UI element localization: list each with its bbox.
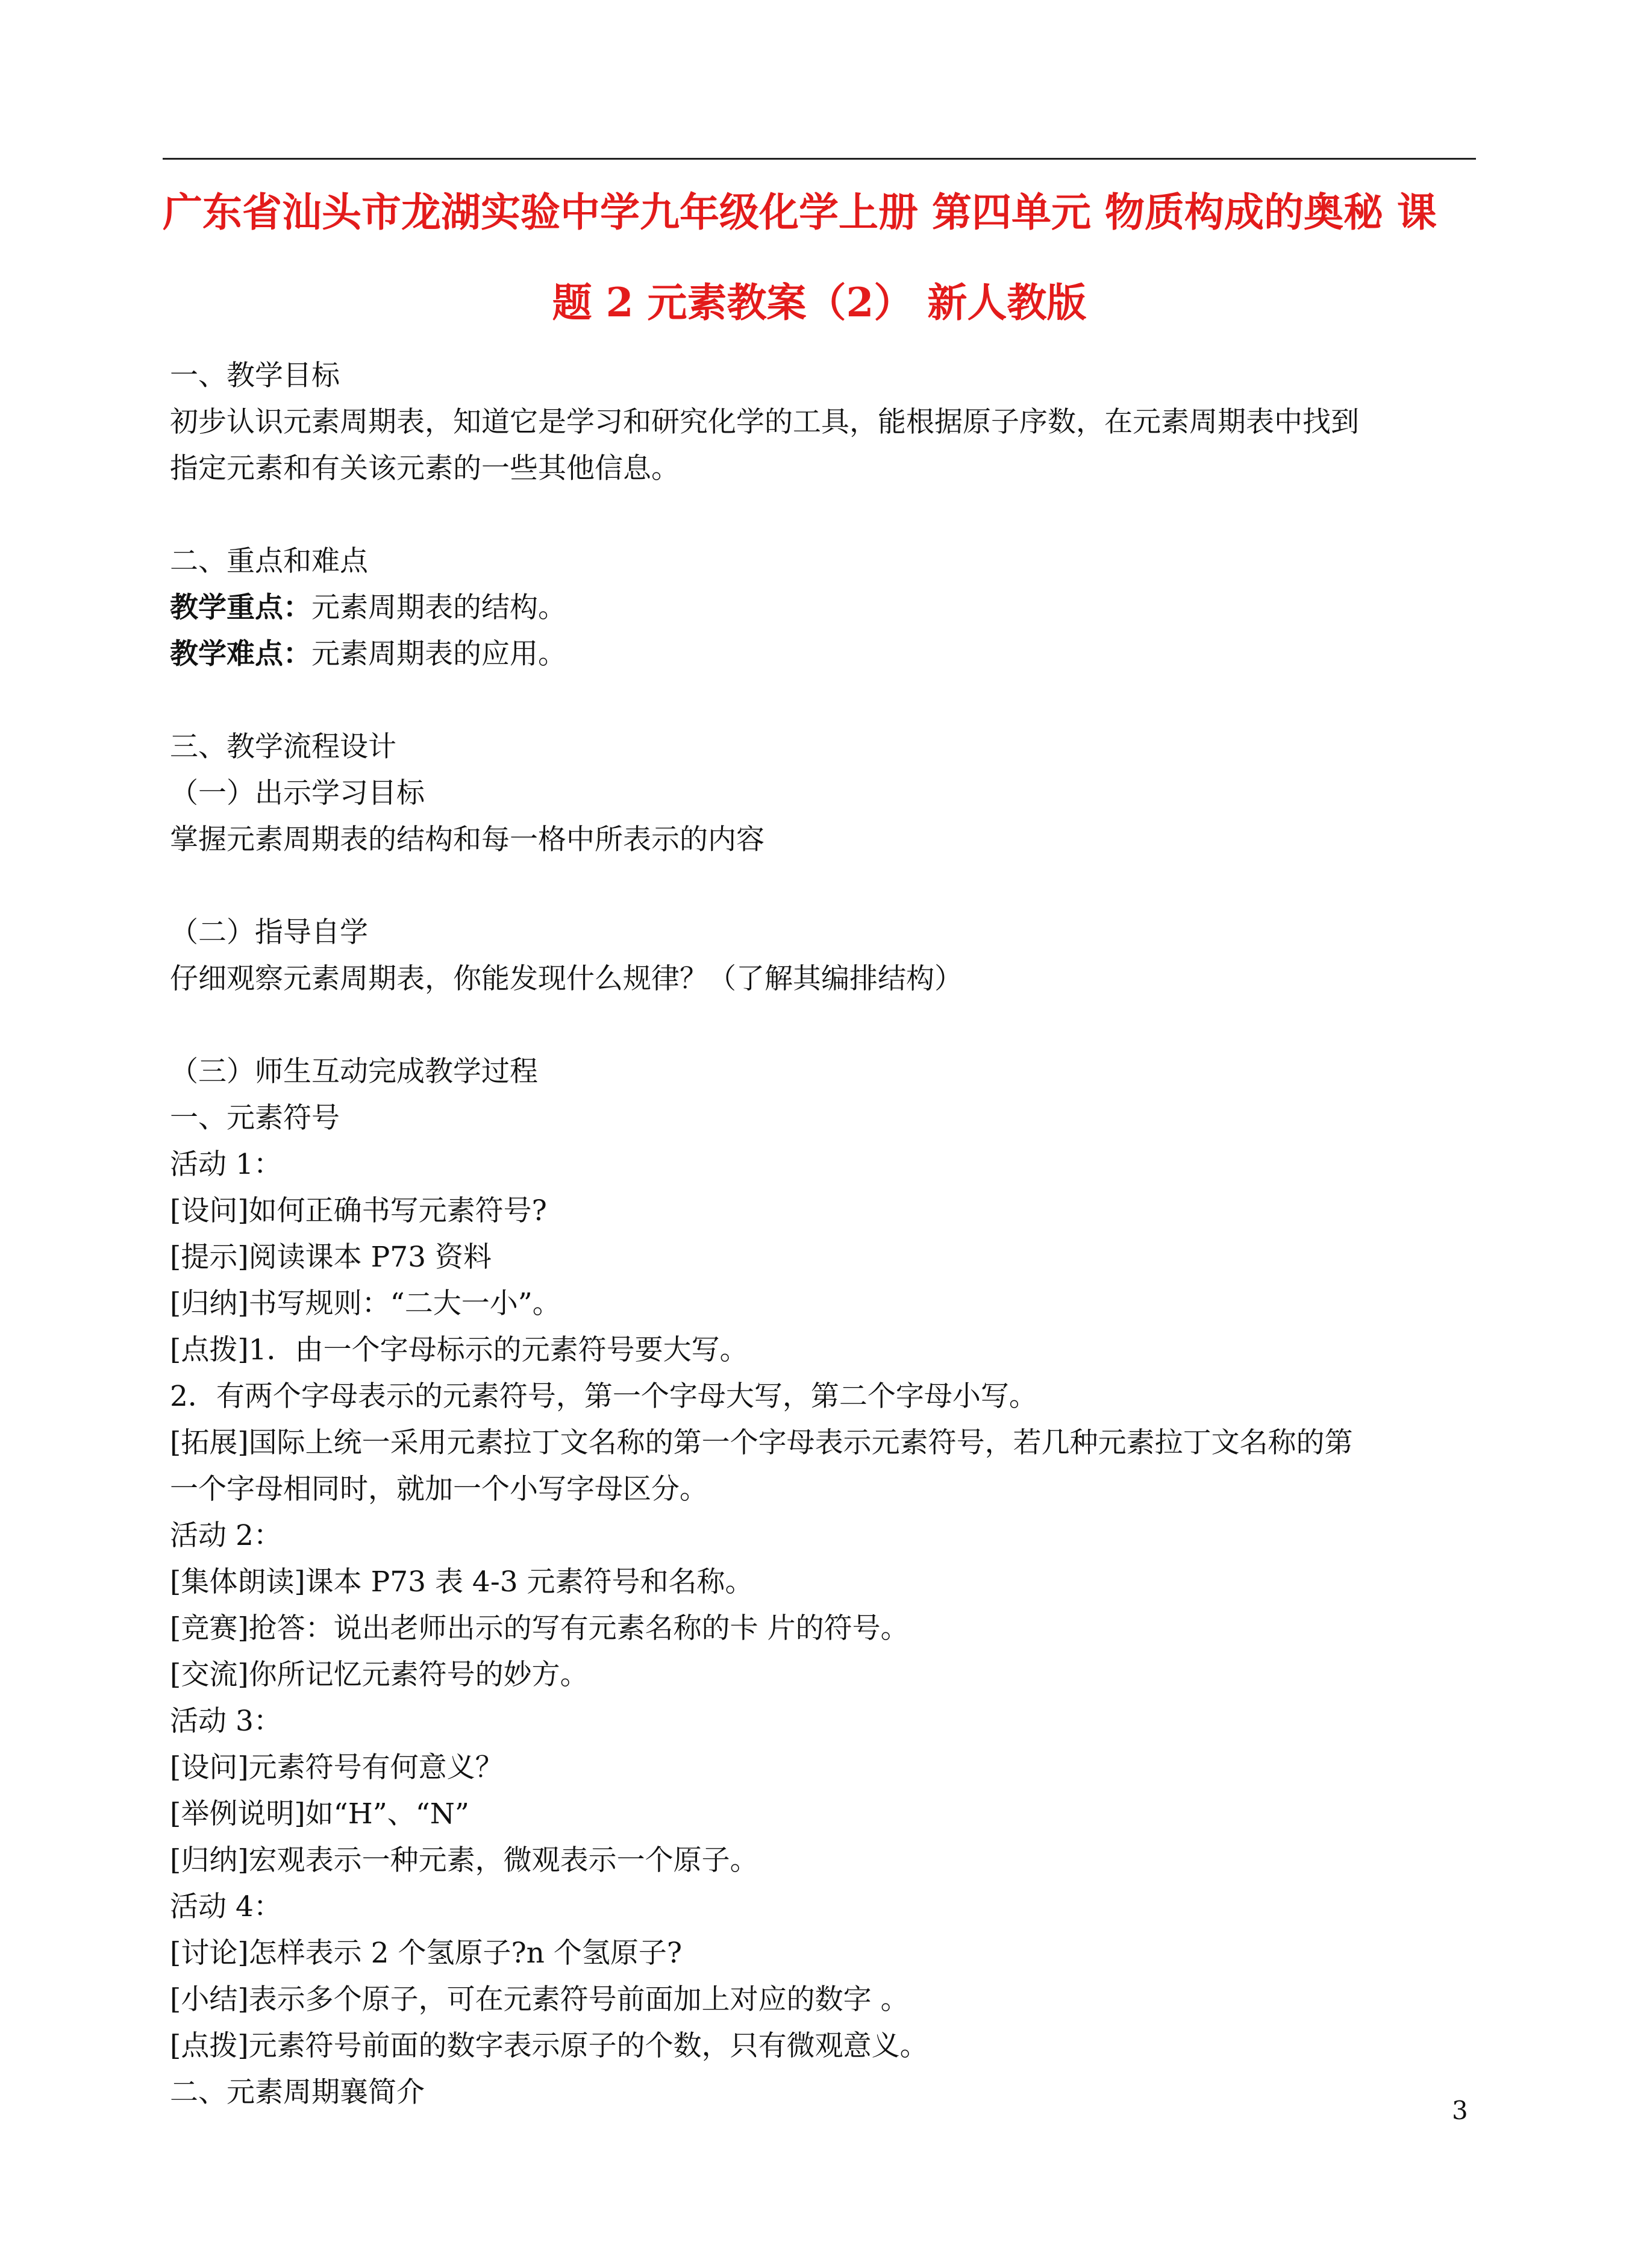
activity1-label: 活动 1： (170, 1148, 282, 1181)
objectives-text-1: 初步认识元素周期表，知道它是学习和研究化学的工具，能根据原子序数，在元素周期表中找到 (170, 406, 1359, 439)
spacer (170, 863, 1477, 909)
activity3-summary: [归纳]宏观表示一种元素，微观表示一个原子。 (170, 1844, 758, 1877)
page-number: 3 (1452, 2096, 1468, 2125)
step2-text: 仔细观察元素周期表，你能发现什么规律？（了解其编排结构） (170, 962, 963, 995)
section1-heading: 一、元素符号 (170, 1101, 340, 1135)
teaching-difficulty-label: 教学难点： (170, 637, 311, 671)
step2-heading: （二）指导自学 (170, 916, 368, 949)
activity4-summary: [小结]表示多个原子，可在元素符号前面加上对应的数字 。 (170, 1983, 909, 2016)
activity3-example: [举例说明]如“H”、“N” (170, 1797, 469, 1831)
teaching-focus-text: 元素周期表的结构。 (311, 591, 566, 624)
activity1-summary: [归纳]书写规则：“二大一小”。 (170, 1287, 561, 1320)
step1-heading: （一）出示学习目标 (170, 777, 425, 810)
key-points-heading: 二、重点和难点 (170, 545, 368, 578)
activity1-extension-1: [拓展]国际上统一采用元素拉丁文名称的第一个字母表示元素符号，若几种元素拉丁文名称的第 (170, 1426, 1353, 1459)
activity1-tip: [点拨]1．由一个字母标示的元素符号要大写。 (170, 1333, 748, 1367)
document-body (170, 352, 1477, 2116)
activity1-tip-2: 2．有两个字母表示的元素符号，第一个字母大写，第二个字母小写。 (170, 1380, 1037, 1413)
activity4-discussion: [讨论]怎样表示 2 个氢原子?n 个氢原子? (170, 1937, 683, 1970)
document-title-line-1: 广东省汕头市龙湖实验中学九年级化学上册 第四单元 物质构成的奥秘 课 (163, 189, 1437, 236)
step1-text: 掌握元素周期表的结构和每一格中所表示的内容 (170, 823, 764, 856)
spacer (170, 492, 1477, 538)
activity2-share: [交流]你所记忆元素符号的妙方。 (170, 1658, 589, 1691)
activity3-label: 活动 3： (170, 1705, 282, 1738)
objectives-text-2: 指定元素和有关该元素的一些其他信息。 (170, 452, 680, 485)
header-rule (163, 158, 1476, 160)
activity1-question: [设问]如何正确书写元素符号? (170, 1194, 547, 1227)
activity2-race: [竞赛]抢答：说出老师出示的写有元素名称的卡 片的符号。 (170, 1612, 909, 1645)
spacer (170, 1002, 1477, 1048)
activity4-tip: [点拨]元素符号前面的数字表示原子的个数，只有微观意义。 (170, 2029, 928, 2063)
teaching-difficulty (170, 631, 1477, 677)
activity4-label: 活动 4： (170, 1890, 282, 1923)
teaching-focus-label: 教学重点： (170, 591, 311, 624)
activity3-question: [设问]元素符号有何意义？ (170, 1751, 504, 1784)
objectives-heading: 一、教学目标 (170, 359, 340, 392)
section2-heading: 二、元素周期襄简介 (170, 2076, 425, 2109)
teaching-difficulty-text: 元素周期表的应用。 (311, 637, 566, 671)
spacer (170, 677, 1477, 724)
document-title-line-2: 题 2 元素教案（2） 新人教版 (552, 279, 1087, 326)
step3-heading: （三）师生互动完成教学过程 (170, 1055, 538, 1088)
activity2-label: 活动 2： (170, 1519, 282, 1552)
activity1-extension-2: 一个字母相同时，就加一个小写字母区分。 (170, 1473, 708, 1506)
process-heading: 三、教学流程设计 (170, 730, 396, 763)
teaching-focus (170, 584, 1477, 631)
activity1-hint: [提示]阅读课本 P73 资料 (170, 1241, 492, 1274)
activity2-reading: [集体朗读]课本 P73 表 4-3 元素符号和名称。 (170, 1565, 754, 1599)
